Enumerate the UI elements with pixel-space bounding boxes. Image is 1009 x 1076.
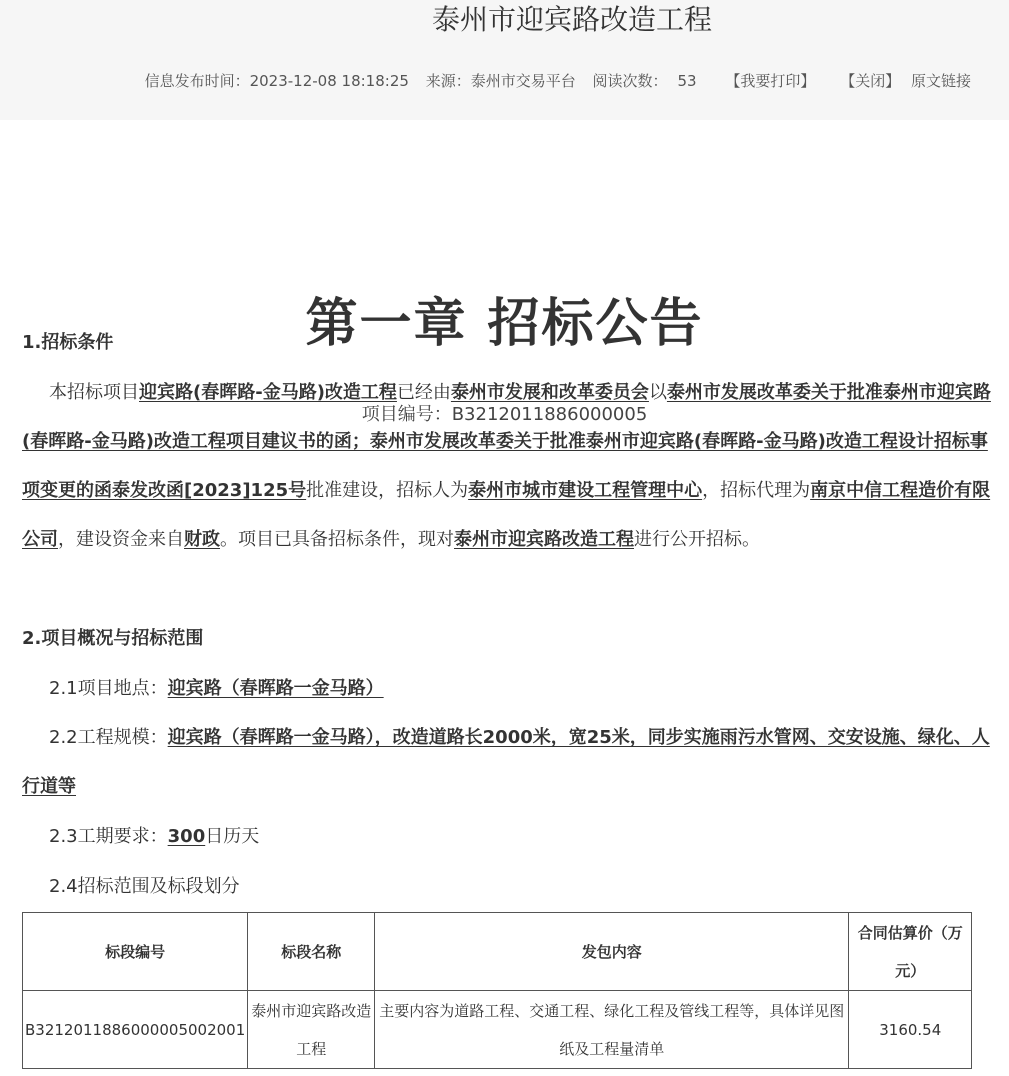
tenderer: 泰州市城市建设工程管理中心 (468, 480, 703, 501)
col-header-price: 合同估算价（万元） (849, 913, 972, 991)
col-header-name: 标段名称 (248, 913, 375, 991)
table-row (23, 991, 972, 1069)
original-link[interactable]: 原文链接 (910, 72, 971, 90)
source-label: 来源： (425, 72, 471, 90)
section-2-1 (22, 664, 994, 713)
section-2-3 (22, 812, 994, 861)
project-name: 迎宾路(春晖路-金马路)改造工程 (139, 382, 397, 403)
close-link[interactable]: 【关闭】 (840, 72, 901, 90)
duration-label: 2.3工期要求： (49, 826, 168, 847)
section-2-4: 2.4招标范围及标段划分 (49, 876, 240, 897)
text: 本招标项目 (49, 382, 139, 403)
print-link[interactable]: 【我要打印】 (725, 72, 816, 90)
article-meta (145, 70, 971, 92)
duration-value: 300 (167, 826, 206, 847)
project-number: 项目编号：B3212011886000005 (361, 404, 648, 425)
publish-time-label: 信息发布时间： (144, 72, 250, 90)
page-title: 泰州市迎宾路改造工程 (431, 3, 712, 36)
cell-section-name: 泰州市迎宾路改造工程 (248, 991, 375, 1069)
chapter-title: 第一章 招标公告 (305, 294, 704, 354)
text: ，建设资金来自 (58, 529, 184, 550)
cell-section-code: B3212011886000005002001 (23, 991, 248, 1069)
section-2-2 (22, 713, 994, 811)
source: 泰州市交易平台 (470, 72, 576, 90)
location-value: 迎宾路（春晖路一金马路） (167, 678, 384, 699)
section-2-title: 2.项目概况与招标范围 (22, 628, 204, 649)
fund-source: 财政 (184, 529, 220, 550)
scale-value: 迎宾路（春晖路一金马路），改造道路长2000米，宽25米，同步实施雨污水管网、交安设施、绿化、人行道等 (22, 727, 990, 797)
views-label: 阅读次数： (592, 72, 668, 90)
col-header-content: 发包内容 (375, 913, 849, 991)
views-count: 53 (677, 72, 697, 90)
location-label: 2.1项目地点： (49, 678, 168, 699)
publish-time: 2023-12-08 18:18:25 (249, 72, 409, 90)
col-header-code: 标段编号 (23, 913, 248, 991)
scale-label: 2.2工程规模： (49, 727, 168, 748)
table-header-row (23, 913, 972, 991)
text: 。项目已具备招标条件，现对 (220, 529, 454, 550)
text: 进行公开招标。 (634, 529, 760, 550)
cell-section-price: 3160.54 (849, 991, 972, 1069)
tender-project: 泰州市迎宾路改造工程 (454, 529, 634, 550)
text: 批准建设，招标人为 (306, 480, 469, 501)
section-1-paragraph (22, 368, 994, 564)
text: ，招标代理为 (702, 480, 811, 501)
sections-table (22, 912, 972, 1069)
text: 以 (648, 382, 667, 403)
approval-authority: 泰州市发展和改革委员会 (450, 382, 649, 403)
article-header (0, 0, 1009, 120)
approval-document: 泰州市发展改革委关于批准泰州市迎宾路(春晖路-金马路)改造工程项目建议书的函；泰州市发展改革委关于批准泰州市迎宾路(春晖路-金马路)改造工程设计招标事项变更的函泰发改函[2023]125号 (22, 382, 991, 501)
section-1-title: 1.招标条件 (22, 332, 114, 353)
tender-agent: 南京中信工程造价有限公司 (22, 480, 991, 550)
text: 已经由 (396, 382, 451, 403)
cell-section-content: 主要内容为道路工程、交通工程、绿化工程及管线工程等，具体详见图纸及工程量清单 (375, 991, 849, 1069)
duration-suffix: 日历天 (205, 826, 260, 847)
